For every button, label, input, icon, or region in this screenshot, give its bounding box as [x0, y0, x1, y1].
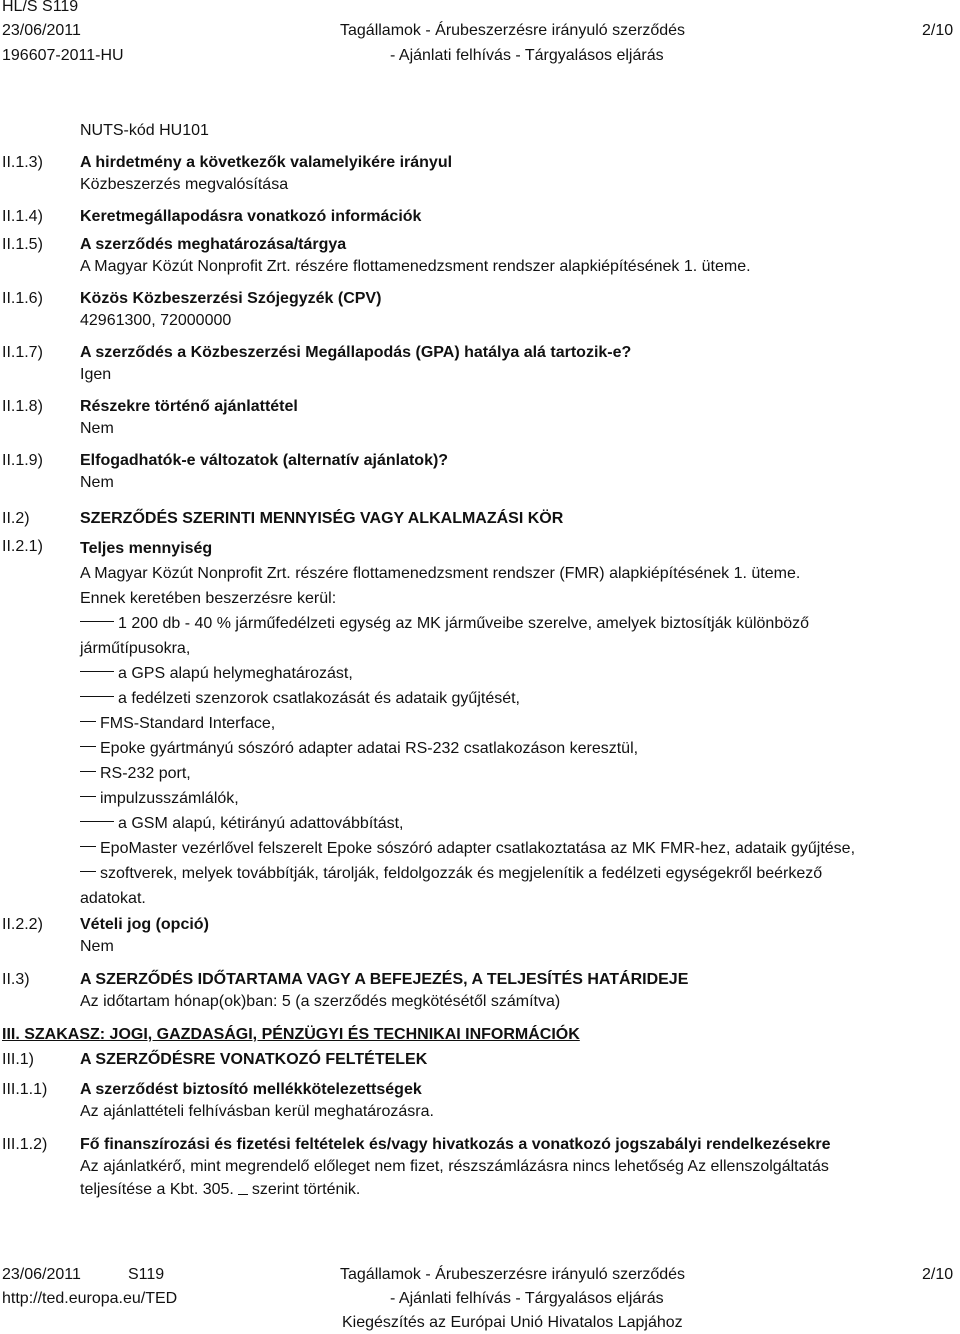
em-dash — [80, 721, 96, 722]
s312-line: Az ajánlatkérő, mint megrendelő előleget nem fizet, részszámlázásra nincs lehetőség Az ellenszolgáltatás — [80, 1158, 829, 1176]
s118-value: Nem — [80, 420, 114, 438]
em-dash — [80, 771, 96, 772]
doc-id: HL/S S119 — [2, 0, 79, 15]
s312-title: Fő finanszírozási és fizetési feltételek és/vagy hivatkozás a vonatkozó jogszabályi rendelkezésekre — [80, 1136, 831, 1153]
footer-series: S119 — [128, 1266, 165, 1283]
footer-title-3: Kiegészítés az Európai Unió Hivatalos Lapjához — [342, 1314, 683, 1331]
s221-line: A Magyar Közút Nonprofit Zrt. részére flottamenedzsment rendszer (FMR) alapkiépítésének 1. üteme. — [80, 565, 801, 582]
section-num: II.1.5) — [2, 236, 43, 253]
section-num: III.1) — [2, 1051, 35, 1068]
s222-title: Vételi jog (opció) — [80, 916, 209, 933]
header-ref: 196607-2011-HU — [2, 47, 124, 64]
section-num: II.2.2) — [2, 916, 43, 933]
section-num: II.1.8) — [2, 398, 43, 415]
s221-line: a GSM alapú, kétirányú adattovábbítást, — [118, 815, 404, 832]
page-header — [0, 0, 960, 70]
s119-title: Elfogadhatók-e változatok (alternatív ajánlatok)? — [80, 452, 449, 469]
s312-line: szerint történik. — [251, 1180, 361, 1198]
s311-value: Az ajánlattételi felhívásban kerül meghatározásra. — [80, 1103, 434, 1121]
s116-value: 42961300, 72000000 — [80, 312, 232, 330]
s221-line: a GPS alapú helymeghatározást, — [118, 665, 353, 682]
s115-value: A Magyar Közút Nonprofit Zrt. részére flottamenedzsment rendszer alapkiépítésének 1. üteme. — [80, 258, 751, 276]
s114-title: Keretmegállapodásra vonatkozó információk — [80, 208, 422, 225]
section-num: II.1.7) — [2, 344, 43, 361]
s23-value: Az időtartam hónap(ok)ban: 5 (a szerződés megkötésétől számítva) — [80, 993, 561, 1011]
header-title-1: Tagállamok - Árubeszerzésre irányuló szerződés — [340, 22, 686, 39]
header-title-2: - Ajánlati felhívás - Tárgyalásos eljárás — [390, 47, 664, 64]
s221-title: Teljes mennyiség — [80, 540, 213, 557]
s221-line: Ennek keretében beszerzésre kerül: — [80, 590, 337, 607]
footer-title-2: - Ajánlati felhívás - Tárgyalásos eljárás — [390, 1290, 664, 1307]
s22-title: SZERZŐDÉS SZERINTI MENNYISÉG VAGY ALKALMAZÁSI KÖR — [80, 510, 564, 527]
s117-value: Igen — [80, 366, 112, 384]
s221-line: a fedélzeti szenzorok csatlakozását és adataik gyűjtését, — [118, 690, 520, 707]
s119-value: Nem — [80, 474, 114, 492]
em-dash — [80, 621, 114, 622]
footer-url: http://ted.europa.eu/TED — [2, 1290, 178, 1307]
section-3-heading: III. SZAKASZ: JOGI, GAZDASÁGI, PÉNZÜGYI ÉS TECHNIKAI INFORMÁCIÓK — [2, 1026, 580, 1043]
section-num: II.1.6) — [2, 290, 43, 307]
s312-line: teljesítése a Kbt. 305. — [80, 1180, 234, 1198]
section-num: II.2.1) — [2, 538, 43, 555]
em-dash — [80, 871, 96, 872]
footer-title-1: Tagállamok - Árubeszerzésre irányuló szerződés — [340, 1266, 686, 1283]
s31-title: A SZERZŐDÉSRE VONATKOZÓ FELTÉTELEK — [80, 1051, 428, 1068]
section-num: III.1.2) — [2, 1136, 48, 1153]
s23-title: A SZERZŐDÉS IDŐTARTAMA VAGY A BEFEJEZÉS, A TELJESÍTÉS HATÁRIDEJE — [80, 971, 689, 988]
s221-line: szoftverek, melyek továbbítják, tárolják, feldolgozzák és megjelenítik a fedélzeti egységekről beérkező — [100, 865, 823, 882]
s221-line: RS-232 port, — [100, 765, 191, 782]
footer-page: 2/10 — [922, 1266, 954, 1283]
s113-value: Közbeszerzés megvalósítása — [80, 176, 289, 194]
s115-title: A szerződés meghatározása/tárgya — [80, 236, 347, 253]
section-num: II.1.4) — [2, 208, 43, 225]
s221-line: 1 200 db - 40 % járműfedélzeti egység az MK járműveibe szerelve, amelyek biztosítják különböző — [118, 615, 810, 632]
em-dash — [80, 821, 114, 822]
section-sign-icon — [238, 1184, 248, 1195]
page-footer — [0, 1262, 960, 1334]
footer-date: 23/06/2011 — [2, 1266, 81, 1283]
header-page: 2/10 — [922, 22, 954, 39]
s113-title: A hirdetmény a következők valamelyikére irányul — [80, 154, 453, 171]
s221-line: adatokat. — [80, 890, 146, 907]
section-num: II.1.3) — [2, 154, 43, 171]
s222-value: Nem — [80, 938, 114, 956]
s221-line: Epoke gyártmányú sószóró adapter adatai RS-232 csatlakozáson keresztül, — [100, 740, 639, 757]
section-num: II.1.9) — [2, 452, 43, 469]
section-num: II.3) — [2, 971, 30, 988]
em-dash — [80, 671, 114, 672]
s117-title: A szerződés a Közbeszerzési Megállapodás (GPA) hatálya alá tartozik-e? — [80, 344, 632, 361]
s116-title: Közös Közbeszerzési Szójegyzék (CPV) — [80, 290, 382, 307]
s221-line: impulzusszámlálók, — [100, 790, 239, 807]
nuts-code: NUTS-kód HU101 — [80, 122, 209, 139]
s221-line: járműtípusokra, — [80, 640, 191, 657]
em-dash — [80, 746, 96, 747]
s221-line: EpoMaster vezérlővel felszerelt Epoke sószóró adapter csatlakoztatása az MK FMR-hez, adataik gyűjtése, — [100, 840, 856, 857]
s311-title: A szerződést biztosító mellékkötelezettségek — [80, 1081, 422, 1098]
section-num: II.2) — [2, 510, 30, 527]
s118-title: Részekre történő ajánlattétel — [80, 398, 298, 415]
em-dash — [80, 696, 114, 697]
s221-line: FMS-Standard Interface, — [100, 715, 276, 732]
em-dash — [80, 796, 96, 797]
em-dash — [80, 846, 96, 847]
section-num: III.1.1) — [2, 1081, 48, 1098]
header-date: 23/06/2011 — [2, 22, 81, 39]
